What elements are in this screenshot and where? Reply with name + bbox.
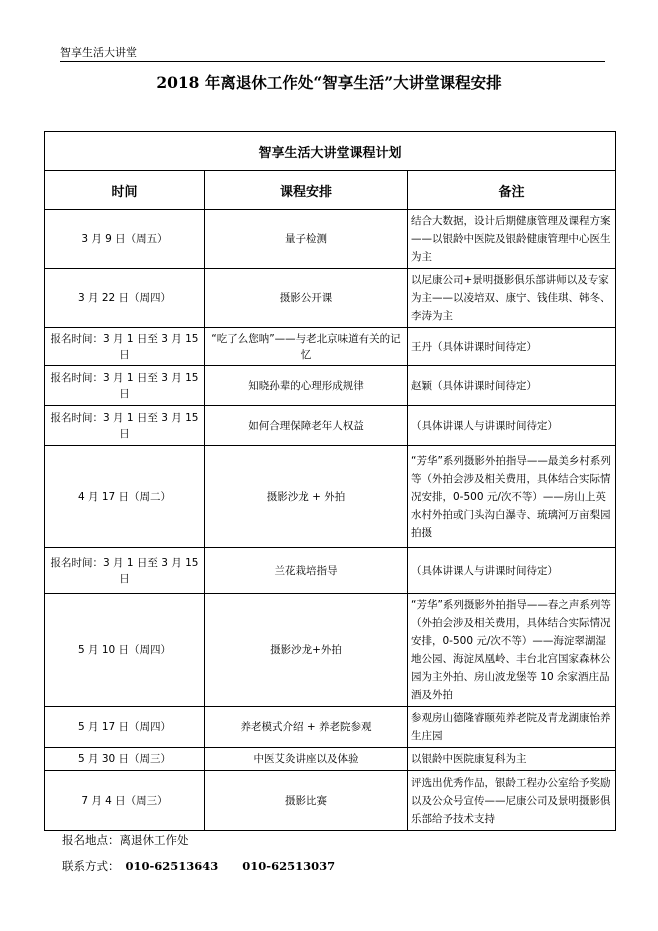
course-cell: “吃了么您呐”——与老北京味道有关的记忆 [205, 328, 408, 366]
course-cell: 摄影沙龙 + 外拍 [205, 446, 408, 548]
course-cell: 知晓孙辈的心理形成规律 [205, 366, 408, 406]
contact-label: 联系方式： [62, 859, 120, 873]
table-row [45, 548, 616, 594]
location-value: 离退休工作处 [119, 833, 189, 847]
column-header-time: 时间 [45, 171, 205, 210]
column-header-course: 课程安排 [205, 171, 408, 210]
time-cell: 5 月 17 日（周四） [45, 707, 205, 748]
time-cell: 4 月 17 日（周二） [45, 446, 205, 548]
table-row [45, 707, 616, 748]
note-cell: 以尼康公司+景明摄影俱乐部讲师以及专家为主——以凌培双、康宁、钱佳琪、韩冬、李涛为主 [408, 269, 616, 328]
time-cell: 5 月 10 日（周四） [45, 594, 205, 707]
location-label: 报名地点： [62, 833, 120, 847]
table-row [45, 269, 616, 328]
time-cell: 报名时间：3 月 1 日至 3 月 15 日 [45, 406, 205, 446]
table-row [45, 210, 616, 269]
column-header-row [45, 171, 616, 210]
header-divider [60, 61, 605, 62]
time-cell: 3 月 22 日（周四） [45, 269, 205, 328]
time-cell: 7 月 4 日（周三） [45, 771, 205, 831]
time-cell: 报名时间：3 月 1 日至 3 月 15 日 [45, 366, 205, 406]
note-cell: 赵颖（具体讲课时间待定） [408, 366, 616, 406]
table-row [45, 594, 616, 707]
schedule-table [44, 131, 616, 831]
time-cell: 报名时间：3 月 1 日至 3 月 15 日 [45, 548, 205, 594]
table-row [45, 771, 616, 831]
table-row [45, 748, 616, 771]
course-cell: 摄影沙龙+外拍 [205, 594, 408, 707]
course-cell: 如何合理保障老年人权益 [205, 406, 408, 446]
note-cell: 以银龄中医院康复科为主 [408, 748, 616, 771]
course-cell: 量子检测 [205, 210, 408, 269]
time-cell: 3 月 9 日（周五） [45, 210, 205, 269]
column-header-note: 备注 [408, 171, 616, 210]
note-cell: “芳华”系列摄影外拍指导——最美乡村系列等（外拍会涉及相关费用，具体结合实际情况安排，0-500 元/次不等）——房山上英水村外拍或门头沟白瀑寺、琉璃河万亩梨园拍摄 [408, 446, 616, 548]
time-cell: 5 月 30 日（周三） [45, 748, 205, 771]
time-cell: 报名时间：3 月 1 日至 3 月 15 日 [45, 328, 205, 366]
note-cell: 参观房山德隆睿颐苑养老院及青龙湖康怡养生庄园 [408, 707, 616, 748]
table-caption-row [45, 132, 616, 171]
running-header: 智享生活大讲堂 [60, 46, 137, 59]
course-cell: 养老模式介绍 + 养老院参观 [205, 707, 408, 748]
table-caption: 智享生活大讲堂课程计划 [45, 132, 616, 171]
phone-number-1: 010-62513643 [125, 859, 219, 873]
note-cell: 结合大数据，设计后期健康管理及课程方案——以银龄中医院及银龄健康管理中心医生为主 [408, 210, 616, 269]
contact-info [62, 858, 335, 874]
course-cell: 摄影公开课 [205, 269, 408, 328]
table-row [45, 328, 616, 366]
note-cell: （具体讲课人与讲课时间待定） [408, 406, 616, 446]
document-title: 2018 年离退休工作处“智享生活”大讲堂课程安排 [156, 73, 502, 92]
table-row [45, 366, 616, 406]
table-row [45, 406, 616, 446]
course-cell: 摄影比赛 [205, 771, 408, 831]
note-cell: “芳华”系列摄影外拍指导——春之声系列等（外拍会涉及相关费用，具体结合实际情况安排，0-500 元/次不等）——海淀翠湖湿地公园、海淀凤凰岭、丰台北宫国家森林公园为主外拍、房山波龙堡等 10 余家酒庄品酒及外拍 [408, 594, 616, 707]
phone-number-2: 010-62513037 [242, 859, 336, 873]
note-cell: （具体讲课人与讲课时间待定） [408, 548, 616, 594]
note-cell: 评选出优秀作品，银龄工程办公室给予奖励以及公众号宣传——尼康公司及景明摄影俱乐部给予技术支持 [408, 771, 616, 831]
table-row [45, 446, 616, 548]
course-cell: 兰花栽培指导 [205, 548, 408, 594]
course-cell: 中医艾灸讲座以及体验 [205, 748, 408, 771]
note-cell: 王丹（具体讲课时间待定） [408, 328, 616, 366]
registration-location [62, 832, 189, 848]
